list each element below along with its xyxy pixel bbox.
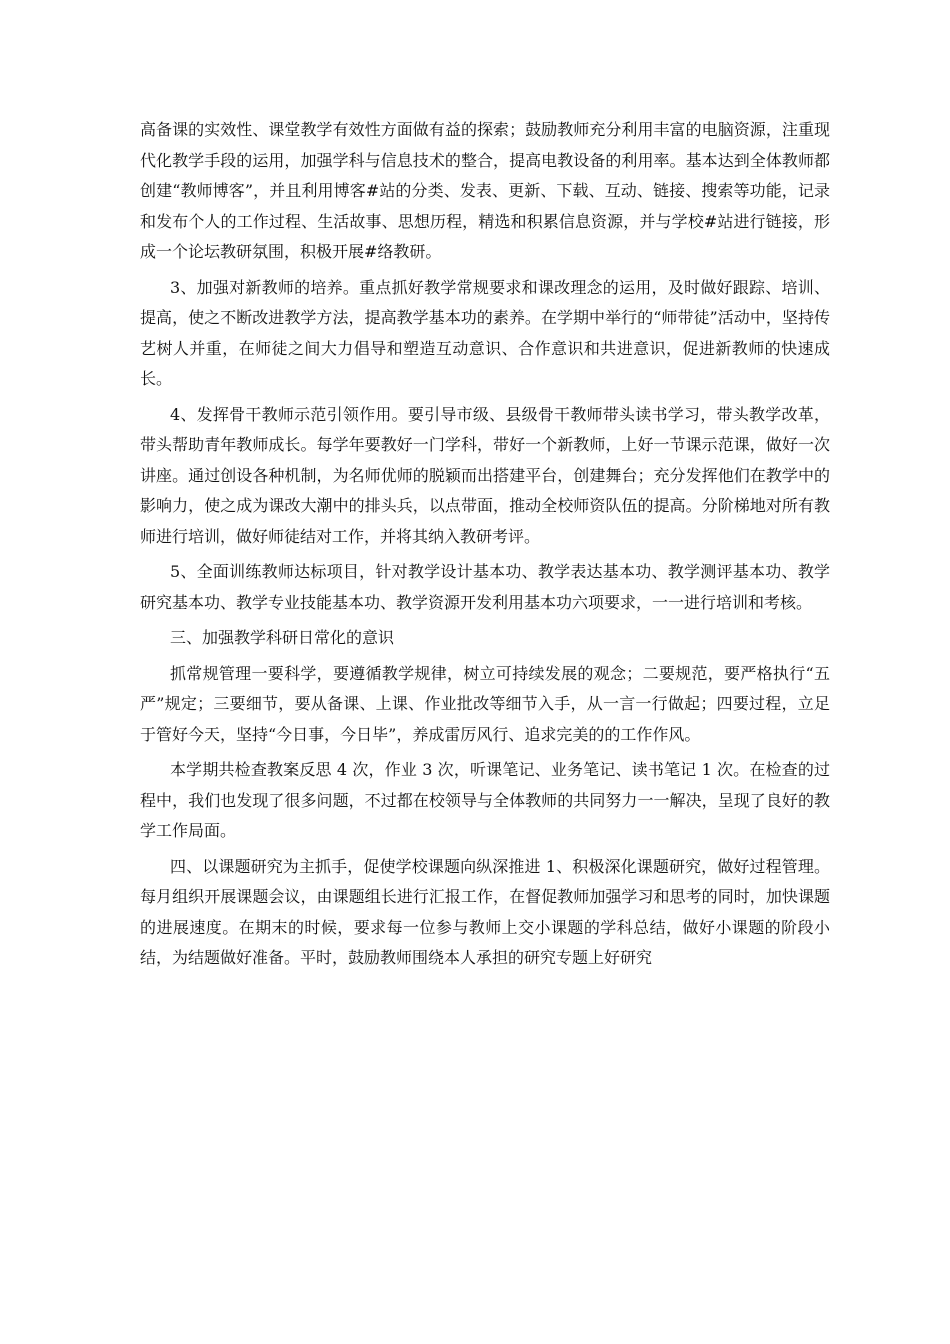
paragraph-teacher-standards: 5、全面训练教师达标项目，针对教学设计基本功、教学表达基本功、教学测评基本功、教学研究基本功、教学专业技能基本功、教学资源开发利用基本功六项要求，一一进行培训和考核。 [140,562,830,612]
paragraph-inspection: 本学期共检查教案反思 4 次，作业 3 次，听课笔记、业务笔记、读书笔记 1 次。在检查的过程中，我们也发现了很多问题，不过都在校领导与全体教师的共同努力一一解决，呈现了良好的教学工作局面。 [140,760,830,840]
paragraph-continuation: 高备课的实效性、课堂教学有效性方面做有益的探索；鼓励教师充分利用丰富的电脑资源，注重现代化教学手段的运用，加强学科与信息技术的整合，提高电教设备的利用率。基本达到全体教师都创建“教师博客”，并且利用博客#站的分类、发表、更新、下载、互动、链接、搜索等功能，记录和发布个人的工作过程、生活故事、思想历程，精选和积累信息资源，并与学校#站进行链接，形成一个论坛教研氛围，积极开展#络教研。 [140,120,830,261]
paragraph-routine-management: 抓常规管理一要科学，要遵循教学规律，树立可持续发展的观念；二要规范，要严格执行“五严”规定；三要细节，要从备课、上课、作业批改等细节入手，从一言一行做起；四要过程，立足于管好今天，坚持“今日事，今日毕”，养成雷厉风行、追求完美的的工作作风。 [140,663,830,744]
document-page [140,115,830,974]
paragraph-new-teacher-training: 3、加强对新教师的培养。重点抓好教学常规要求和课改理念的运用，及时做好跟踪、培训、提高，使之不断改进教学方法，提高教学基本功的素养。在学期中举行的“师带徒”活动中，坚持传艺树人并重，在师徒之间大力倡导和塑造互动意识、合作意识和共进意识，促进新教师的快速成长。 [140,277,830,388]
paragraph-topic-research: 四、以课题研究为主抓手，促使学校课题向纵深推进 1、积极深化课题研究，做好过程管理。每月组织开展课题会议，由课题组长进行汇报工作，在督促教师加强学习和思考的同时，加快课题的进展速度。在期末的时候，要求每一位参与教师上交小课题的学科总结，做好小课题的阶段小结，为结题做好准备。平时，鼓励教师围绕本人承担的研究专题上好研究 [140,856,830,967]
section-heading-research: 三、加强教学科研日常化的意识 [170,628,395,647]
paragraph-backbone-teachers: 4、发挥骨干教师示范引领作用。要引导市级、县级骨干教师带头读书学习，带头教学改革，带头帮助青年教师成长。每学年要教好一门学科，带好一个新教师，上好一节课示范课，做好一次讲座。通过创设各种机制，为名师优师的脱颖而出搭建平台，创建舞台；充分发挥他们在教学中的影响力，使之成为课改大潮中的排头兵，以点带面，推动全校师资队伍的提高。分阶梯地对所有教师进行培训，做好师徒结对工作，并将其纳入教研考评。 [140,404,830,546]
